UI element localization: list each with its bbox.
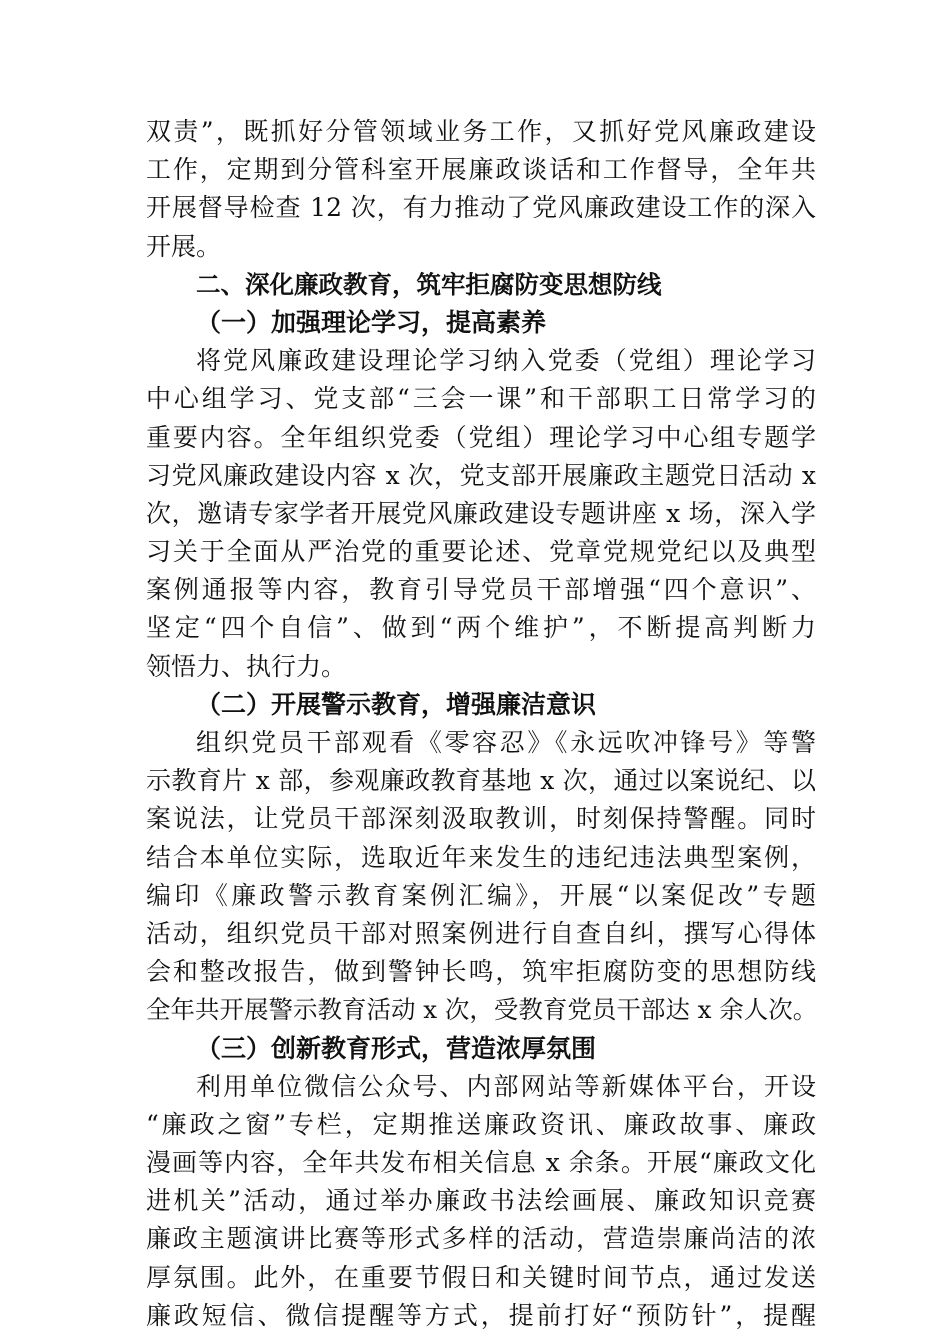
body-line: 坚定“四个自信”、做到“两个维护”，不断提高判断力: [146, 613, 816, 643]
body-line: 习关于全面从严治党的重要论述、党章党规党纪以及典型: [146, 537, 816, 567]
body-line: 组织党员干部观看《零容忍》《永远吹冲锋号》等警: [196, 728, 816, 757]
section-heading: 二、深化廉政教育，筑牢拒腐防变思想防线: [196, 269, 662, 299]
body-line: 活动，组织党员干部对照案例进行自查自纠，撰写心得体: [146, 918, 816, 948]
body-line: 会和整改报告，做到警钟长鸣，筑牢拒腐防变的思想防线: [146, 957, 816, 987]
body-line: 廉政短信、微信提醒等方式，提前打好“预防针”，提醒: [146, 1300, 816, 1330]
body-line: 漫画等内容，全年共发布相关信息 x 余条。开展“廉政文化: [146, 1148, 816, 1178]
body-line: 厚氛围。此外，在重要节假日和关键时间节点，通过发送: [146, 1262, 816, 1292]
body-line: 案例通报等内容，教育引导党员干部增强“四个意识”、: [146, 575, 816, 605]
body-line: 开展督导检查 12 次，有力推动了党风廉政建设工作的深入: [146, 193, 816, 223]
body-line: 工作，定期到分管科室开展廉政谈话和工作督导，全年共: [146, 155, 816, 185]
body-line: 将党风廉政建设理论学习纳入党委（党组）理论学习: [196, 346, 816, 376]
subsection-heading: （二）开展警示教育，增强廉洁意识: [196, 689, 597, 719]
subsection-heading: （三）创新教育形式，营造浓厚氛围: [196, 1033, 597, 1063]
body-line: 双责”，既抓好分管领域业务工作，又抓好党风廉政建设: [146, 117, 816, 146]
body-line: 廉政主题演讲比赛等形式多样的活动，营造崇廉尚洁的浓: [146, 1224, 816, 1254]
body-line: 编印《廉政警示教育案例汇编》，开展“以案促改”专题: [146, 880, 816, 910]
body-line: 利用单位微信公众号、内部网站等新媒体平台，开设: [196, 1071, 816, 1101]
body-line: 中心组学习、党支部“三会一课”和干部职工日常学习的: [146, 384, 816, 414]
body-line: 进机关”活动，通过举办廉政书法绘画展、廉政知识竞赛: [146, 1186, 816, 1216]
body-line: 习党风廉政建设内容 x 次，党支部开展廉政主题党日活动 x: [146, 460, 816, 490]
body-line: 结合本单位实际，选取近年来发生的违纪违法典型案例，: [146, 842, 816, 872]
body-line: 示教育片 x 部，参观廉政教育基地 x 次，通过以案说纪、以: [146, 766, 816, 796]
body-line: 次，邀请专家学者开展党风廉政建设专题讲座 x 场，深入学: [146, 498, 816, 528]
body-line: “廉政之窗”专栏，定期推送廉政资讯、廉政故事、廉政: [146, 1109, 816, 1139]
body-line: 案说法，让党员干部深刻汲取教训，时刻保持警醒。同时: [146, 804, 816, 834]
document-body: [146, 113, 816, 1335]
body-line: 开展。: [146, 231, 222, 261]
body-line: 领悟力、执行力。: [146, 651, 347, 681]
body-line: 重要内容。全年组织党委（党组）理论学习中心组专题学: [146, 422, 816, 452]
subsection-heading: （一）加强理论学习，提高素养: [196, 307, 547, 337]
body-line: 全年共开展警示教育活动 x 次，受教育党员干部达 x 余人次。: [146, 995, 818, 1025]
